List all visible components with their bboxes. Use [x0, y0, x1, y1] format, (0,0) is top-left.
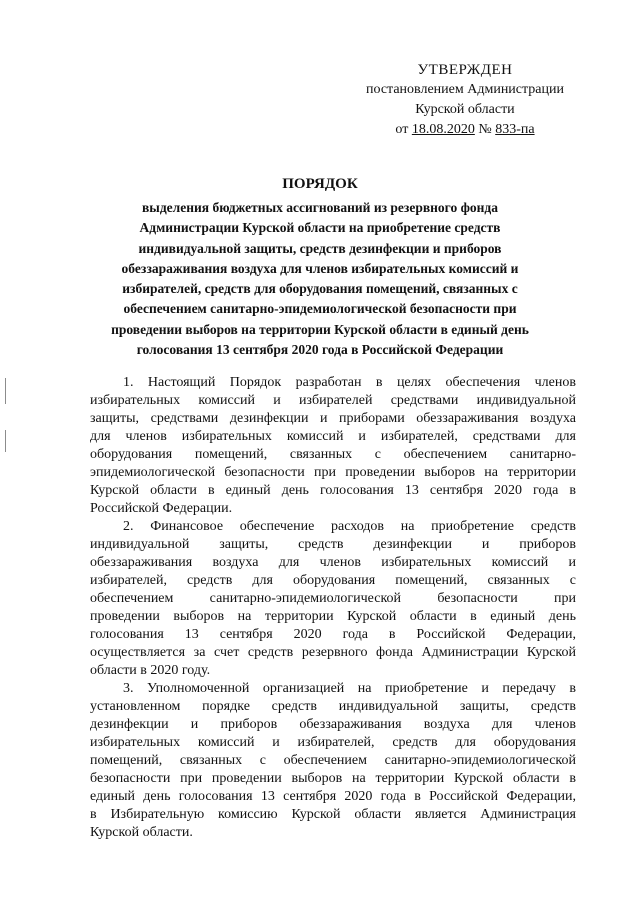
- paragraph-line: индивидуальной защиты, средств дезинфекции и приборов: [90, 537, 576, 552]
- paragraph-line: области в 2020 году.: [90, 663, 211, 678]
- paragraph-line: для членов избирательных комиссий и избирателей, средствами для: [90, 429, 576, 444]
- subtitle-line: индивидуальной защиты, средств дезинфекции и приборов: [138, 240, 502, 256]
- document-subtitle: [90, 198, 550, 360]
- margin-mark: [5, 378, 6, 404]
- document-title: ПОРЯДОК: [282, 176, 358, 192]
- subtitle-line: выделения бюджетных ассигнований из резервного фонда: [141, 200, 499, 215]
- paragraph-line: обеззараживания воздуха для членов избирательных комиссий и: [90, 555, 576, 570]
- approval-number: 833-па: [495, 122, 535, 137]
- paragraph-line: избирательных комиссий и избирателей средствами индивидуальной: [90, 393, 576, 408]
- approval-date: 18.08.2020: [411, 122, 475, 137]
- approval-heading: УТВЕРЖДЕН: [417, 62, 513, 78]
- paragraph-line: единый день голосования 13 сентября 2020 года в Российской Федерации,: [90, 789, 576, 804]
- paragraph-line: безопасности при проведении выборов на территории Курской области в: [90, 771, 576, 786]
- approval-line: Курской области: [415, 102, 515, 117]
- paragraph-line: Российской Федерации.: [90, 501, 233, 516]
- margin-mark: [5, 430, 6, 452]
- subtitle-line: избирателей, средств для оборудования помещений, связанных с: [122, 281, 518, 297]
- paragraph-2: [90, 518, 576, 680]
- paragraph-line: избирателей, средств для оборудования помещений, связанных с: [90, 573, 576, 588]
- subtitle-line: обеззараживания воздуха для членов избирательных комиссий и: [121, 260, 519, 276]
- paragraph-line: избирательных комиссий и избирателей, средств для оборудования: [90, 735, 576, 750]
- paragraph-line: эпидемиологической безопасности при проведении выборов на территории: [90, 465, 576, 480]
- approval-block: [340, 60, 590, 140]
- paragraph-line: Курской области в единый день голосования 13 сентября 2020 года в: [90, 483, 576, 498]
- paragraph-line: 2. Финансовое обеспечение расходов на приобретение средств: [123, 519, 576, 534]
- number-sign: №: [478, 122, 492, 137]
- paragraph-line: в Избирательную комиссию Курской области является Администрация: [90, 807, 576, 822]
- subtitle-line: проведении выборов на территории Курской области в единый день: [111, 321, 529, 337]
- paragraph-line: 3. Уполномоченной организацией на приобретение и передачу в: [123, 681, 576, 696]
- approval-date-line: [340, 120, 590, 140]
- paragraph-line: осуществляется за счет средств резервного фонда Администрации Курской: [90, 645, 576, 660]
- subtitle-line: Администрации Курской области на приобретение средств: [139, 220, 501, 236]
- paragraph-line: установленном порядке средств индивидуальной защиты, средств: [90, 699, 576, 714]
- paragraph-line: Курской области.: [90, 825, 193, 840]
- subtitle-line: голосования 13 сентября 2020 года в Российской Федерации: [136, 342, 504, 358]
- paragraph-1: [90, 374, 576, 518]
- paragraph-line: проведении выборов на территории Курской области в единый день: [90, 609, 576, 624]
- document-body: [90, 374, 576, 842]
- paragraph-line: помещений, связанных с обеспечением санитарно-эпидемиологической: [90, 753, 576, 768]
- paragraph-line: оборудования помещений, связанных с обеспечением санитарно-: [90, 447, 576, 462]
- approval-line: постановлением Администрации: [366, 82, 564, 97]
- date-prefix: от: [395, 122, 409, 137]
- paragraph-line: обеспечением санитарно-эпидемиологической безопасности при: [90, 591, 576, 606]
- paragraph-3: [90, 680, 576, 842]
- subtitle-line: обеспечением санитарно-эпидемиологической безопасности при: [123, 301, 517, 317]
- paragraph-line: защиты, средствами дезинфекции и приборами обеззараживания воздуха: [90, 411, 576, 426]
- paragraph-line: 1. Настоящий Порядок разработан в целях обеспечения членов: [123, 375, 576, 390]
- paragraph-line: голосования 13 сентября 2020 года в Российской Федерации,: [90, 627, 576, 642]
- paragraph-line: дезинфекции и приборов обеззараживания воздуха для членов: [90, 717, 576, 732]
